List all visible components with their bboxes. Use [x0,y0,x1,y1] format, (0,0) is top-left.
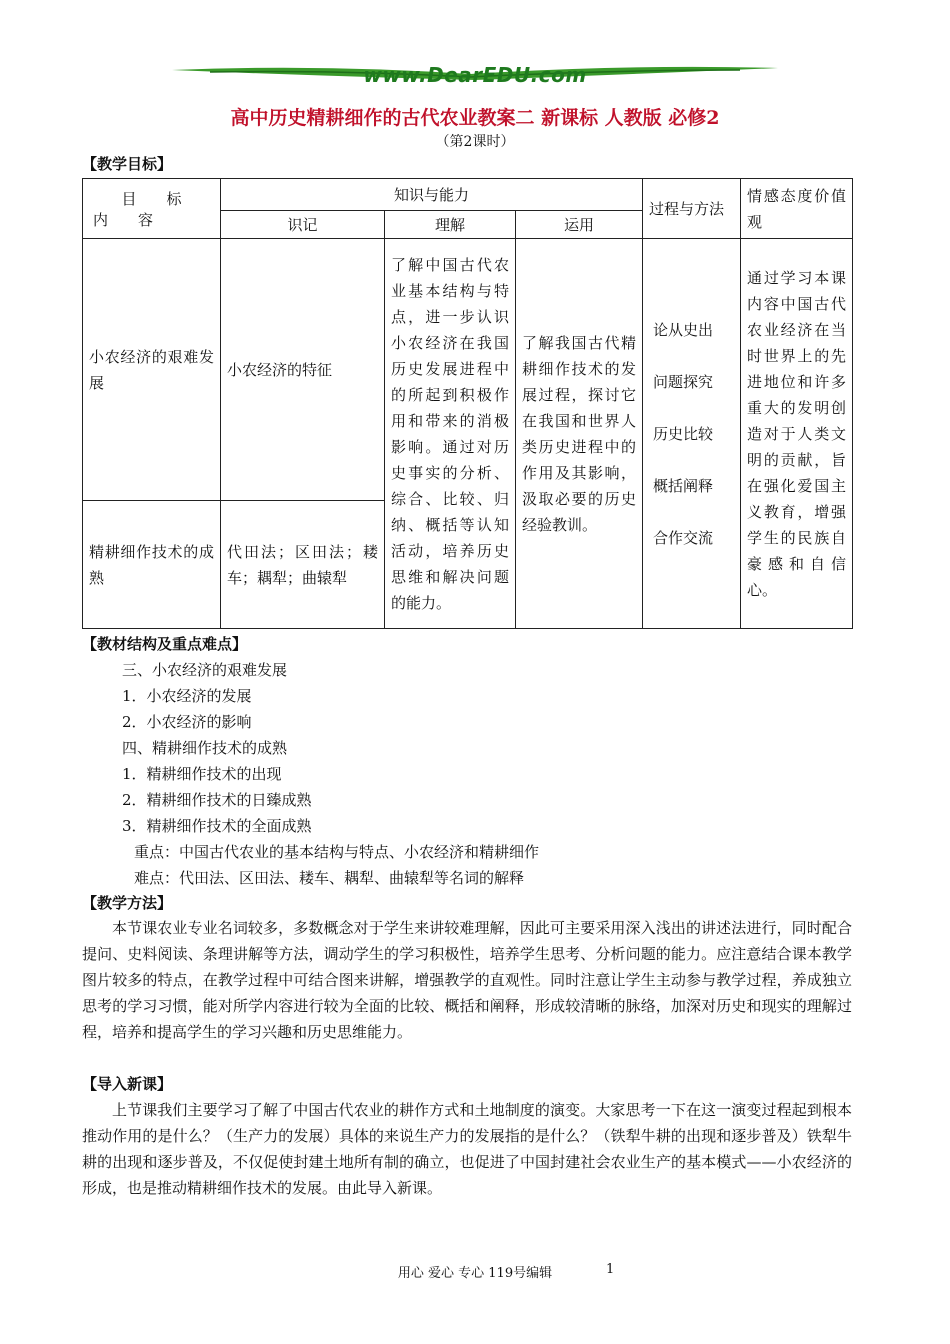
section-heading-objectives: 【教学目标】 [82,155,173,173]
process-header: 过程与方法 [643,179,741,239]
structure-line: 三、小农经济的艰难发展 [122,661,288,679]
intro-paragraph: 上节课我们主要学习了解了中国古代农业的耕作方式和土地制度的演变。大家思考一下在这一演变过程起到根本推动作用的是什么？（生产力的发展）具体的来说生产力的发展指的是什么？（铁犁牛耕的出现和逐步普及）铁犁牛耕的出现和逐步普及，不仅促使封建土地所有制的确立，也促进了中国封建社会农业生产的基本模式——小农经济的形成，也是推动精耕细作技术的发展。由此导入新课。 [82,1101,852,1197]
section-heading-structure: 【教材结构及重点难点】 [82,635,248,653]
understand-cell: 了解中国古代农业基本结构与特点，进一步认识小农经济在我国历史发展进程中的所起到积极作用和带来的消极影响。通过对历史事实的分析、综合、比较、归纳、概括等认知活动，培养历史思维和解决问题的能力。 [385,239,516,629]
structure-line: 1．小农经济的发展 [122,687,252,705]
page-subtitle: （第2课时） [435,134,515,150]
site-logo [170,58,780,98]
objectives-table [82,178,853,629]
structure-line: 2．小农经济的影响 [122,713,252,731]
structure-line: 1．精耕细作技术的出现 [122,765,282,783]
section-heading-method: 【教学方法】 [82,894,173,912]
difficulty-point: 难点：代田法、区田法、耧车、耦犁、曲辕犁等名词的解释 [134,869,525,887]
row1-topic: 小农经济的艰难发展 [83,239,221,501]
corner-header-top: 目 标 [121,189,182,208]
method-item: 论从史出 [653,320,714,339]
recall-header: 识记 [221,211,385,239]
logo-text: www.DearEDU.com [363,63,587,87]
row2-recall: 代田法；区田法；耧车；耦犁；曲辕犁 [221,501,385,629]
structure-line: 3．精耕细作技术的全面成熟 [122,817,312,835]
page-number: 1 [606,1262,615,1277]
method-item: 概括阐释 [653,476,714,495]
key-point: 重点：中国古代农业的基本结构与特点、小农经济和精耕细作 [134,843,540,861]
methods-cell [643,239,741,629]
corner-header-bottom: 内 容 [93,210,154,229]
row2-topic: 精耕细作技术的成熟 [83,501,221,629]
method-item: 历史比较 [653,424,714,443]
understand-header: 理解 [385,211,516,239]
method-item: 问题探究 [653,372,714,391]
apply-header: 运用 [516,211,643,239]
knowledge-header: 知识与能力 [221,179,643,211]
corner-header-cell [83,179,221,239]
row1-recall: 小农经济的特征 [221,239,385,501]
apply-cell: 了解我国古代精耕细作技术的发展过程，探讨它在我国和世界人类历史进程中的作用及其影响，汲取必要的历史经验教训。 [516,239,643,629]
page-footer: 用心 爱心 专心 119号编辑 [397,1266,553,1281]
emotion-cell: 通过学习本课内容中国古代农业经济在当时世界上的先进地位和许多重大的发明创造对于人类文明的贡献，旨在强化爱国主义教育，增强学生的民族自豪感和自信心。 [741,239,853,629]
method-item: 合作交流 [653,528,714,547]
method-paragraph: 本节课农业专业名词较多，多数概念对于学生来讲较难理解，因此可主要采用深入浅出的讲述法进行，同时配合提问、史料阅读、条理讲解等方法，调动学生的学习积极性，培养学生思考、分析问题的能力。应注意结合课本教学图片较多的特点，在教学过程中可结合图来讲解，增强教学的直观性。同时注意让学生主动参与教学过程，养成独立思考的学习习惯，能对所学内容进行较为全面的比较、概括和阐释，形成较清晰的脉络，加深对历史和现实的理解过程，培养和提高学生的学习兴趣和历史思维能力。 [82,919,852,1041]
emotion-header: 情感态度价值观 [741,179,853,239]
structure-line: 四、精耕细作技术的成熟 [122,739,288,757]
page-title: 高中历史精耕细作的古代农业教案二 新课标 人教版 必修2 [230,107,720,129]
structure-line: 2．精耕细作技术的日臻成熟 [122,791,312,809]
section-heading-intro: 【导入新课】 [82,1075,173,1093]
